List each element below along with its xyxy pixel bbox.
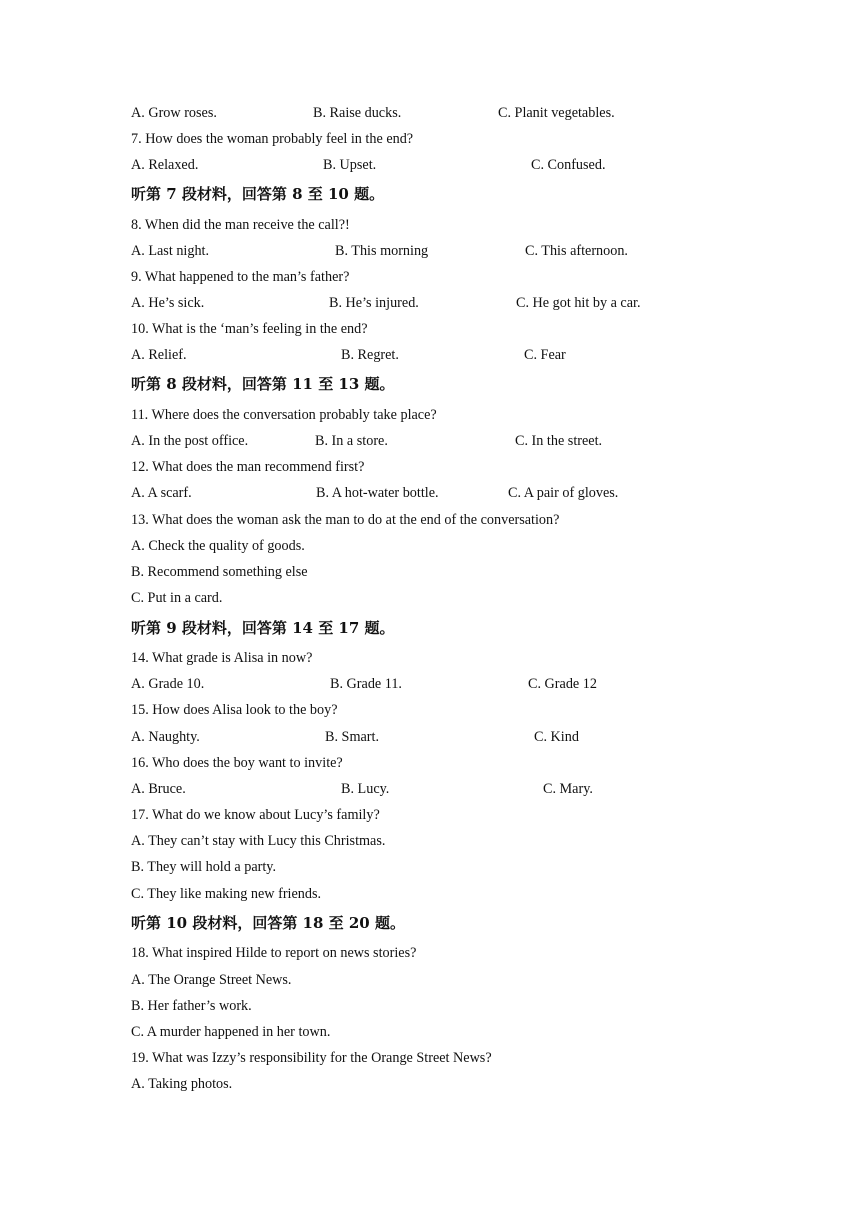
answer-option: C. Planit vegetables.: [498, 105, 615, 121]
answer-option: C. Fear: [524, 347, 566, 363]
options-row: [131, 779, 820, 799]
options-row: [131, 727, 820, 747]
question-text: B. Her father’s work.: [131, 998, 252, 1014]
options-row: [131, 155, 820, 175]
answer-option: C. A pair of gloves.: [508, 485, 619, 501]
question-text: 12. What does the man recommend first?: [131, 459, 365, 475]
answer-option: B. Smart.: [325, 729, 379, 745]
answer-option: B. Grade 11.: [330, 676, 402, 692]
options-row: [131, 483, 820, 503]
answer-option: A. A scarf.: [131, 485, 192, 501]
section-heading: 听第 9 段材料，回答第 14 至 17 题。: [131, 619, 395, 637]
question-text: 15. How does Alisa look to the boy?: [131, 702, 338, 718]
answer-option: A. He’s sick.: [131, 295, 205, 311]
answer-option: A. Naughty.: [131, 729, 200, 745]
answer-option: B. This morning: [335, 243, 429, 259]
answer-option: C. This afternoon.: [525, 243, 628, 259]
question-text: B. Recommend something else: [131, 564, 308, 580]
question-text: A. Taking photos.: [131, 1076, 233, 1092]
answer-option: A. Grow roses.: [131, 105, 217, 121]
options-row: [131, 241, 820, 261]
answer-option: C. Mary.: [543, 781, 593, 797]
options-row: [131, 674, 820, 694]
answer-option: C. Grade 12: [528, 676, 597, 692]
answer-option: B. Raise ducks.: [313, 105, 402, 121]
question-text: 19. What was Izzy’s responsibility for the Orange Street News?: [131, 1050, 492, 1066]
question-text: 18. What inspired Hilde to report on news stories?: [131, 945, 417, 961]
question-text: 14. What grade is Alisa in now?: [131, 650, 313, 666]
answer-option: A. In the post office.: [131, 433, 249, 449]
answer-option: C. Confused.: [531, 157, 606, 173]
answer-option: C. Kind: [534, 729, 579, 745]
question-text: 8. When did the man receive the call?!: [131, 217, 350, 233]
section-heading: 听第 10 段材料，回答第 18 至 20 题。: [131, 914, 405, 932]
answer-option: C. He got hit by a car.: [516, 295, 641, 311]
options-row: [131, 293, 820, 313]
answer-option: A. Bruce.: [131, 781, 186, 797]
section-heading: 听第 7 段材料，回答第 8 至 10 题。: [131, 185, 385, 203]
answer-option: A. Last night.: [131, 243, 210, 259]
question-text: 10. What is the ‘man’s feeling in the end?: [131, 321, 368, 337]
answer-option: A. Relief.: [131, 347, 187, 363]
answer-option: B. Upset.: [323, 157, 377, 173]
answer-option: B. Regret.: [341, 347, 399, 363]
question-text: A. Check the quality of goods.: [131, 538, 305, 554]
question-text: A. They can’t stay with Lucy this Christmas.: [131, 833, 386, 849]
answer-option: B. Lucy.: [341, 781, 390, 797]
answer-option: B. He’s injured.: [329, 295, 419, 311]
question-text: 17. What do we know about Lucy’s family?: [131, 807, 380, 823]
options-row: [131, 345, 820, 365]
answer-option: B. In a store.: [315, 433, 388, 449]
question-text: 9. What happened to the man’s father?: [131, 269, 350, 285]
question-text: C. They like making new friends.: [131, 886, 322, 902]
question-text: C. Put in a card.: [131, 590, 223, 606]
question-text: 13. What does the woman ask the man to do at the end of the conversation?: [131, 512, 560, 528]
answer-option: A. Relaxed.: [131, 157, 199, 173]
options-row: [131, 431, 820, 451]
question-text: 16. Who does the boy want to invite?: [131, 755, 343, 771]
question-text: 11. Where does the conversation probably take place?: [131, 407, 437, 423]
question-text: B. They will hold a party.: [131, 859, 277, 875]
answer-option: B. A hot-water bottle.: [316, 485, 439, 501]
question-text: A. The Orange Street News.: [131, 972, 292, 988]
answer-option: C. In the street.: [515, 433, 603, 449]
answer-option: A. Grade 10.: [131, 676, 205, 692]
options-row: [131, 103, 820, 123]
question-text: C. A murder happened in her town.: [131, 1024, 331, 1040]
section-heading: 听第 8 段材料，回答第 11 至 13 题。: [131, 375, 395, 393]
question-text: 7. How does the woman probably feel in the end?: [131, 131, 414, 147]
